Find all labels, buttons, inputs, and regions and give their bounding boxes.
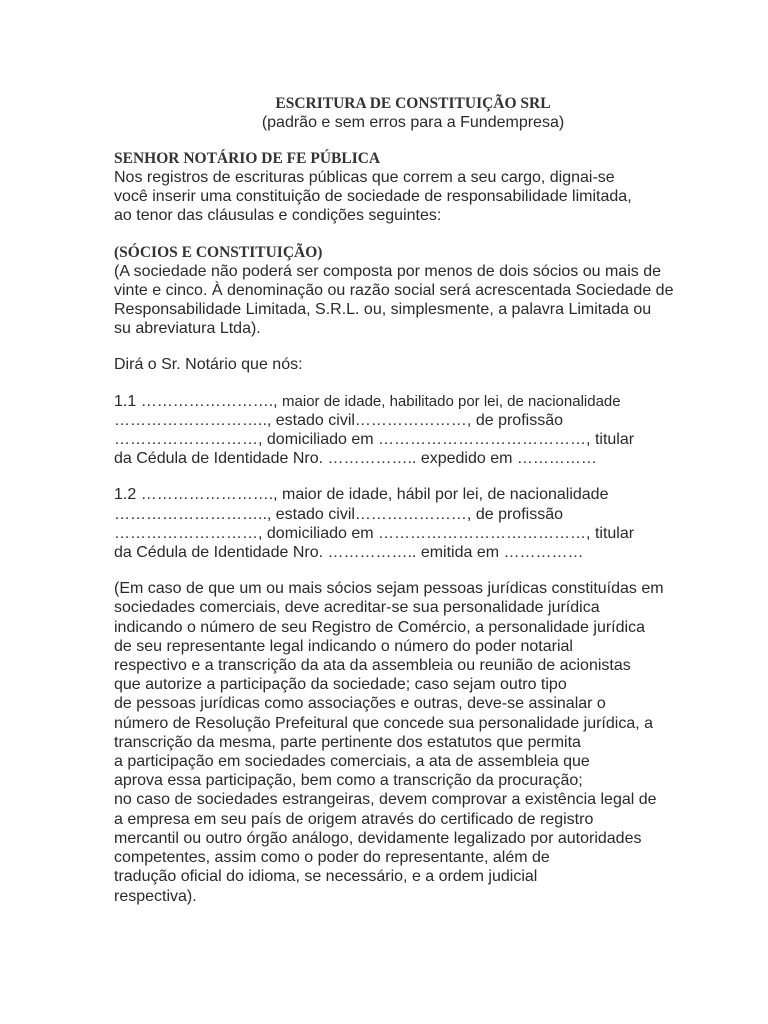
socios-line: su abreviatura Ltda).	[114, 320, 261, 338]
socios-section	[114, 243, 694, 339]
juridicas-line: a empresa em seu país de origem através do certificado de registro	[114, 810, 594, 828]
title-block	[114, 94, 694, 132]
clause-line: ……………………….., estado civil…………………, de profissão	[114, 505, 563, 523]
juridicas-line: aprova essa participação, bem como a transcrição da procuração;	[114, 772, 583, 790]
juridicas-line: que autorize a participação da sociedade; caso sejam outro tipo	[114, 676, 567, 694]
juridicas-line: número de Resolução Prefeitural que concede sua personalidade jurídica, a	[114, 714, 654, 732]
juridicas-line: competentes, assim como o poder do representante, além de	[114, 849, 550, 867]
document-title: ESCRITURA DE CONSTITUIÇÃO SRL	[275, 95, 551, 112]
document-page	[114, 94, 694, 923]
intro-line: ao tenor das cláusulas e condições seguintes:	[114, 207, 442, 225]
intro-heading: SENHOR NOTÁRIO DE FE PÚBLICA	[114, 150, 381, 167]
juridicas-line: mercantil ou outro órgão análogo, devidamente legalizado por autoridades	[114, 829, 642, 847]
document-subtitle: (padrão e sem erros para a Fundempresa)	[261, 114, 565, 131]
juridicas-line: tradução oficial do idioma, se necessário, e a ordem judicial	[114, 868, 538, 886]
juridicas-line: de seu representante legal indicando o número do poder notarial	[114, 637, 573, 655]
clause-1-2	[114, 485, 694, 562]
juridicas-section	[114, 579, 694, 905]
juridicas-line: no caso de sociedades estrangeiras, devem comprovar a existência legal de	[114, 791, 657, 809]
clause-text: maior de idade, habilitado por lei, de nacionalidade	[282, 392, 621, 410]
intro-section	[114, 149, 694, 226]
clause-number-blank: 1.1 …………………….,	[114, 392, 283, 410]
dira-line: Dirá o Sr. Notário que nós:	[114, 356, 303, 374]
juridicas-line: de pessoas jurídicas como associações e outras, deve-se assinalar o	[114, 695, 606, 713]
clause-line: ………………………, domiciliado em …………………………………, titular	[114, 524, 635, 542]
socios-line: Responsabilidade Limitada, S.R.L. ou, simplesmente, a palavra Limitada ou	[114, 301, 652, 319]
juridicas-line: transcrição da mesma, parte pertinente dos estatutos que permita	[114, 733, 581, 751]
clause-1-1	[114, 392, 694, 469]
juridicas-line: indicando o número de seu Registro de Comércio, a personalidade jurídica	[114, 618, 645, 636]
juridicas-line: a participação em sociedades comerciais, a ata de assembleia que	[114, 753, 590, 771]
juridicas-line: respectiva).	[114, 887, 197, 905]
intro-line: Nos registros de escrituras públicas que correm a seu cargo, dignai-se	[114, 169, 615, 186]
clause-line: 1.2 ……………………., maior de idade, hábil por lei, de nacionalidade	[114, 486, 609, 504]
intro-line: você inserir uma constituição de sociedade de responsabilidade limitada,	[114, 188, 632, 206]
socios-line: vinte e cinco. À denominação ou razão social será acrescentada Sociedade de	[114, 281, 674, 299]
juridicas-line: (Em caso de que um ou mais sócios sejam pessoas jurídicas constituídas em	[114, 580, 664, 598]
clause-line: da Cédula de Identidade Nro. …………….. emitida em ……………	[114, 544, 584, 562]
juridicas-line: sociedades comerciais, deve acreditar-se sua personalidade jurídica	[114, 599, 600, 617]
socios-heading: (SÓCIOS E CONSTITUIÇÃO)	[114, 243, 323, 261]
clause-line: ………………………, domiciliado em …………………………………, titular	[114, 431, 635, 449]
socios-line: (A sociedade não poderá ser composta por menos de dois sócios ou mais de	[114, 262, 661, 280]
clause-line	[114, 392, 694, 411]
dira-section	[114, 355, 694, 374]
clause-line: da Cédula de Identidade Nro. …………….. expedido em ……………	[114, 450, 597, 468]
clause-line: ……………………….., estado civil…………………, de profissão	[114, 411, 563, 429]
juridicas-line: respectivo e a transcrição da ata da assembleia ou reunião de acionistas	[114, 657, 631, 675]
